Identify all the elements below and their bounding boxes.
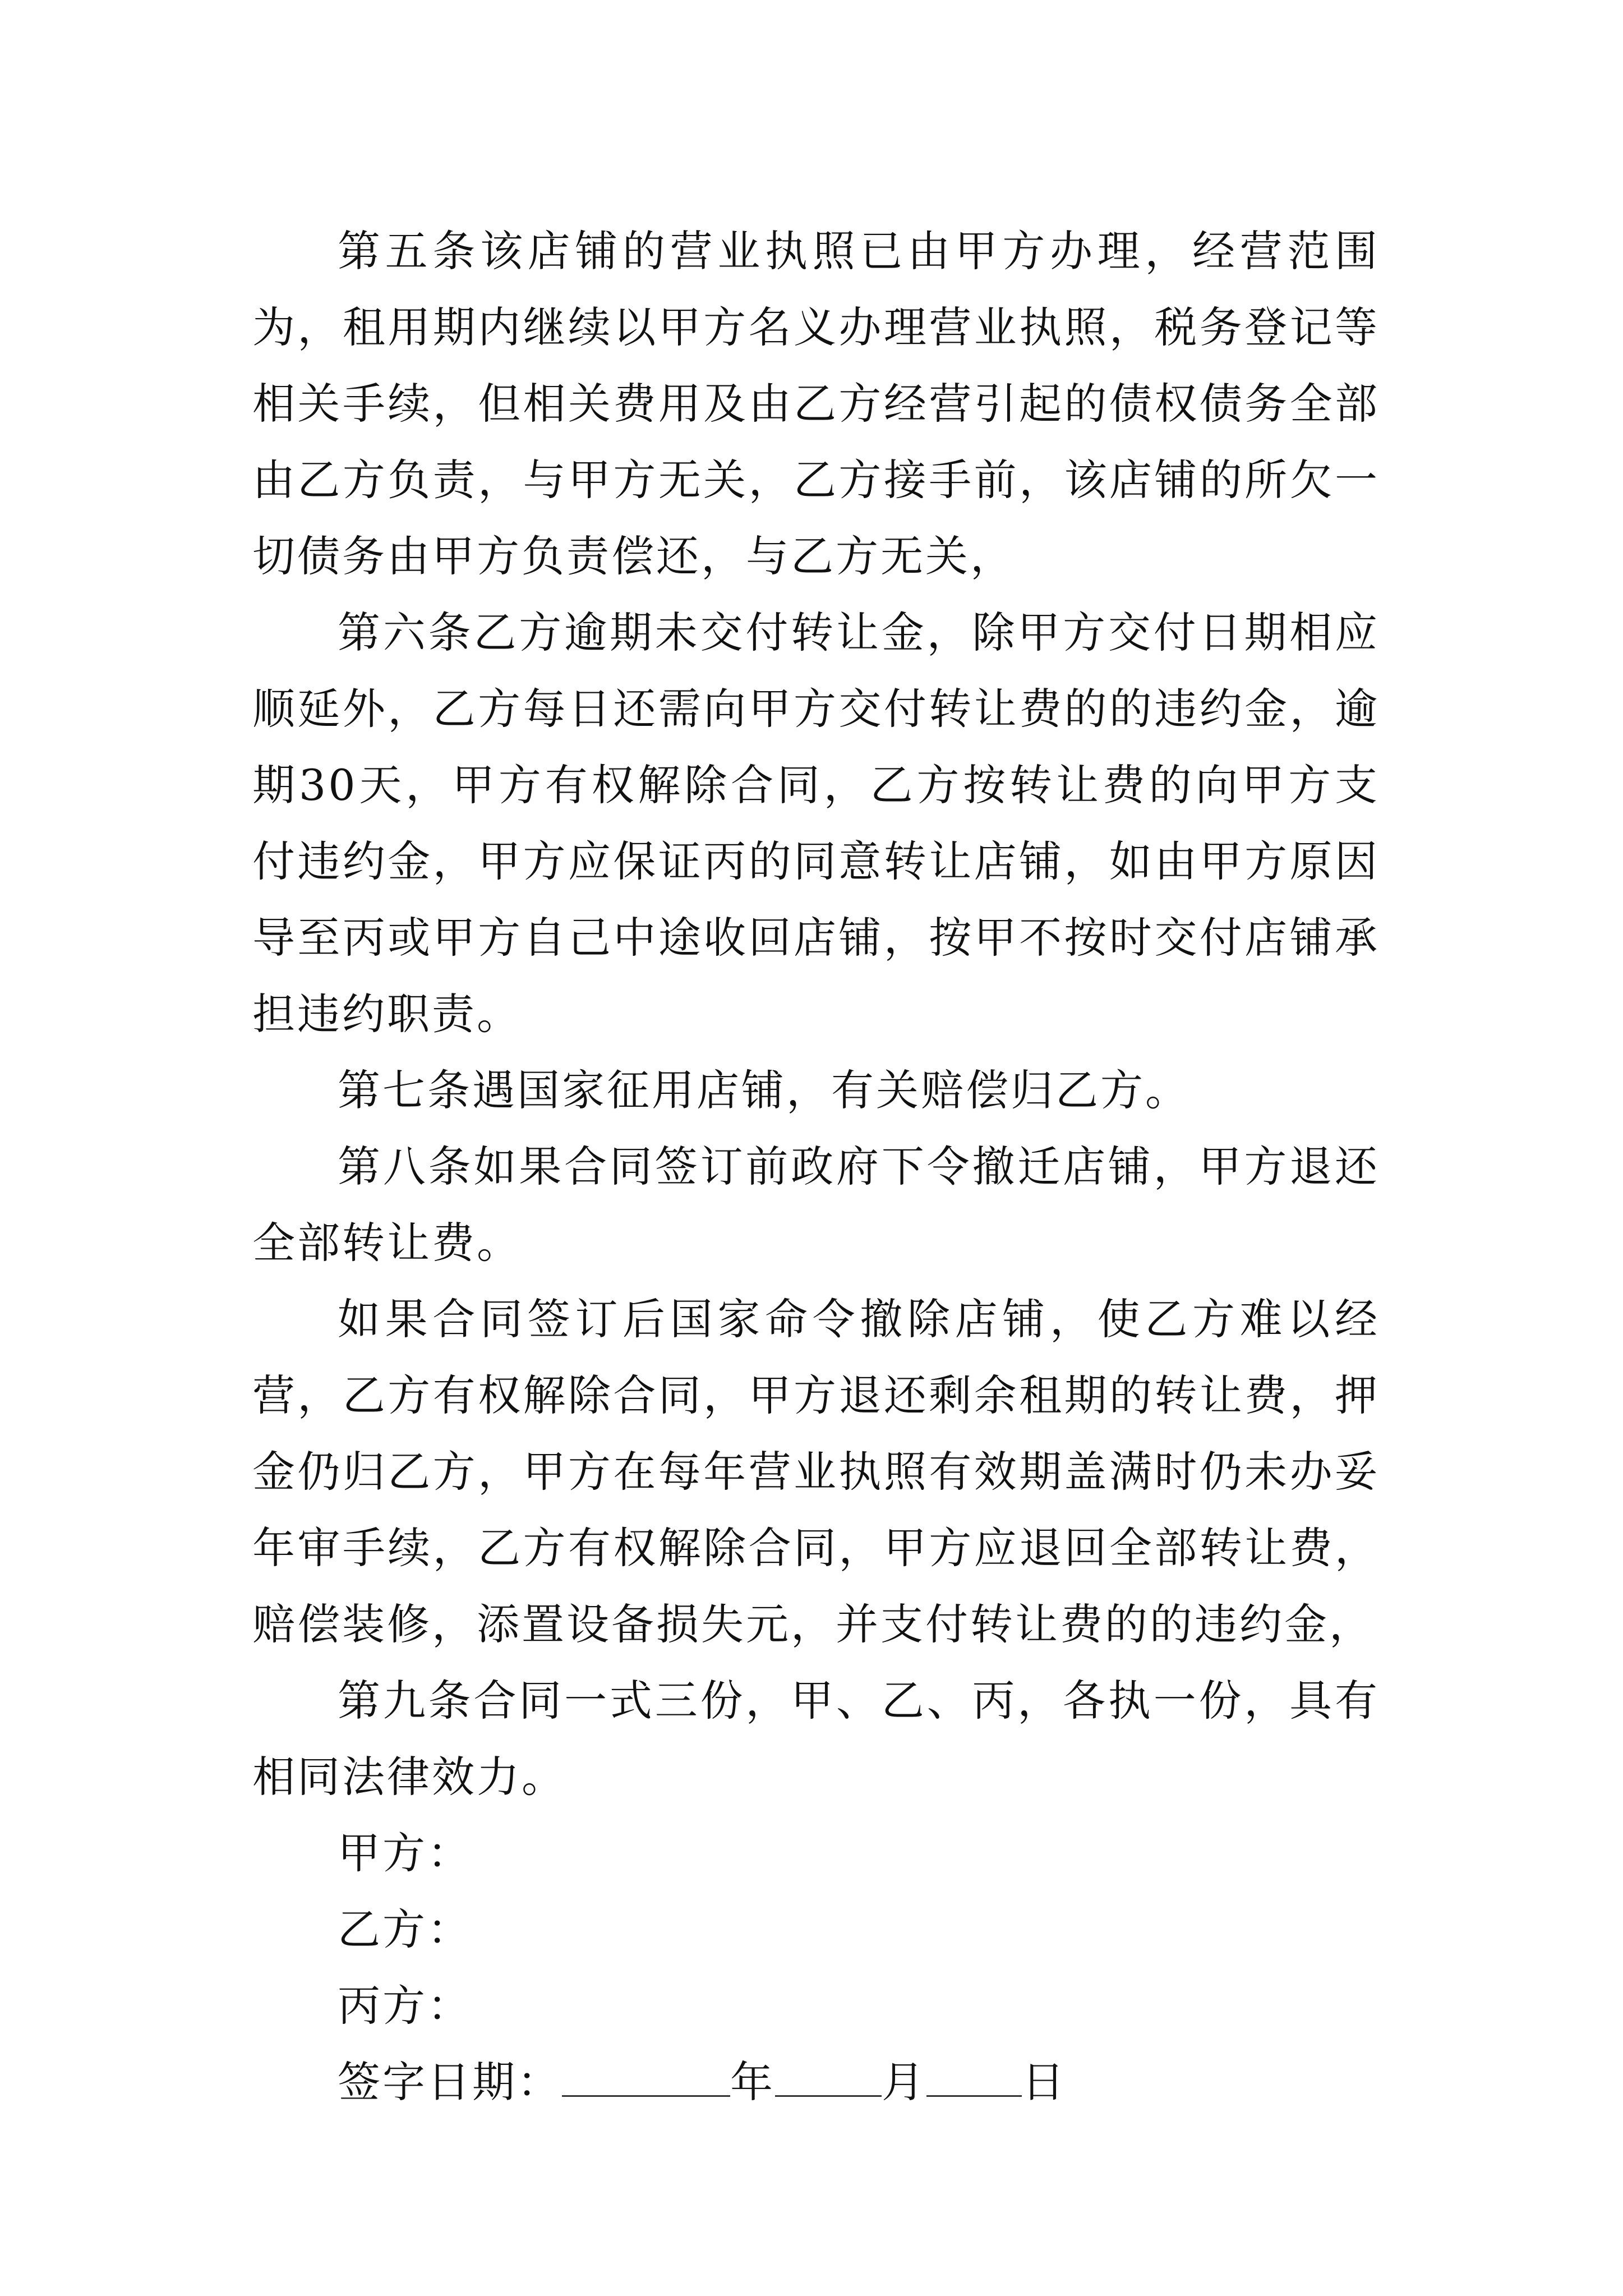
signing-date <box>252 2044 1380 2120</box>
party-a-label: 甲方： <box>338 1828 472 1878</box>
clause-6: 第六条乙方逾期未交付转让金，除甲方交付日期相应顺延外，乙方每日还需向甲方交付转让费的的违约金，逾期30天，甲方有权解除合同，乙方按转让费的向甲方支付违约金，甲方应保证丙的同意转让店铺，如由甲方原因导至丙或甲方自己中途收回店铺，按甲不按时交付店铺承担违约职责。 <box>252 608 1380 1039</box>
party-c-signature <box>252 1968 1380 2044</box>
clause-9: 第九条合同一式三份，甲、乙、丙，各执一份，具有相同法律效力。 <box>252 1676 1380 1802</box>
clause-7: 第七条遇国家征用店铺，有关赔偿归乙方。 <box>338 1065 1190 1115</box>
document-page <box>252 213 1380 2120</box>
signing-date-label: 签字日期： <box>338 2057 562 2107</box>
party-b-signature <box>252 1892 1380 1968</box>
day-blank <box>926 2050 1022 2097</box>
year-label: 年 <box>730 2057 775 2107</box>
clause-5: 第五条该店铺的营业执照已由甲方办理，经营范围为，租用期内继续以甲方名义办理营业执照，税务登记等相关手续，但相关费用及由乙方经营引起的债权债务全部由乙方负责，与甲方无关，乙方接手前，该店铺的所欠一切债务由甲方负责偿还，与乙方无关， <box>252 226 1380 581</box>
party-b-label: 乙方： <box>338 1904 472 1954</box>
party-a-signature <box>252 1815 1380 1892</box>
party-c-label: 丙方： <box>338 1981 472 2031</box>
month-blank <box>775 2050 882 2097</box>
clause-8-continued: 如果合同签订后国家命令撤除店铺，使乙方难以经营，乙方有权解除合同，甲方退还剩余租期的转让费，押金仍归乙方，甲方在每年营业执照有效期盖满时仍未办妥年审手续，乙方有权解除合同，甲方应退回全部转让费，赔偿装修，添置设备损失元，并支付转让费的的违约金， <box>252 1294 1380 1649</box>
year-blank <box>562 2050 730 2097</box>
day-label: 日 <box>1022 2057 1067 2107</box>
clause-8: 第八条如果合同签订前政府下令撤迁店铺，甲方退还全部转让费。 <box>252 1142 1380 1268</box>
month-label: 月 <box>882 2057 926 2107</box>
